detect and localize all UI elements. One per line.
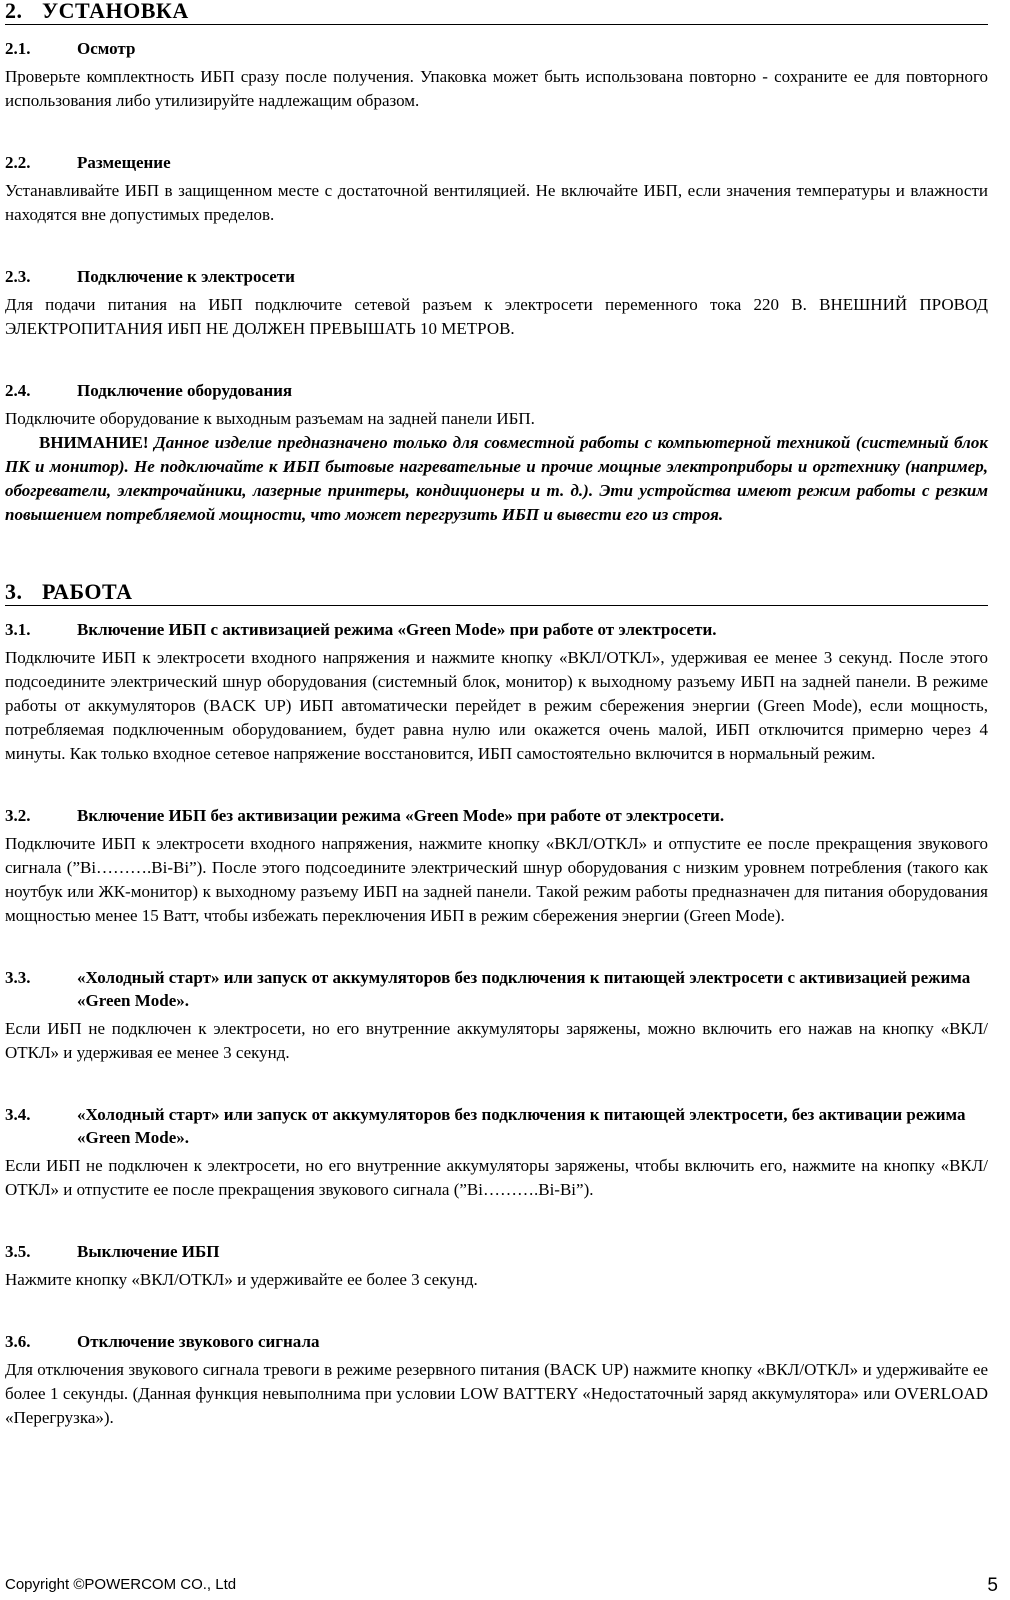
footer-copyright: Copyright ©POWERCOM CO., Ltd (5, 1576, 237, 1593)
paragraph-3-2: Подключите ИБП к электросети входного напряжения, нажмите кнопку «ВКЛ/ОТКЛ» и отпустите ее после прекращения звукового сигнала (”Bi……….Bi-Bi”). После этого подсоедините электрический шнур оборудования с низким уровнем потребления (такого как ноутбук или ЖК-монитор) к выходному разъему ИБП на задней панели. Такой режим работы предназначен для питания оборудования мощностью менее 15 Ватт, чтобы избежать переключения ИБП в режим сбережения энергии (Green Mode). (5, 834, 988, 925)
subsection-title: Подключение оборудования (77, 381, 293, 400)
paragraph-3-3: Если ИБП не подключен к электросети, но его внутренние аккумуляторы заряжены, можно включить его нажав на кнопку «ВКЛ/ОТКЛ» и удерживая ее менее 3 секунд. (5, 1019, 988, 1062)
subsection-3-3-heading (5, 966, 988, 1012)
section-2-heading (5, 0, 988, 25)
subsection-2-2-heading (5, 151, 988, 174)
paragraph-2-3: Для подачи питания на ИБП подключите сетевой разъем к электросети переменного тока 220 В. ВНЕШНИЙ ПРОВОД ЭЛЕКТРОПИТАНИЯ ИБП НЕ ДОЛЖЕН ПРЕВЫШАТЬ 10 МЕТРОВ. (5, 295, 988, 338)
subsection-number: 2.2. (5, 153, 31, 172)
subsection-2-3-heading (5, 265, 988, 288)
subsection-3-1-heading (5, 618, 988, 641)
subsection-number: 3.1. (5, 620, 31, 639)
subsection-number: 3.3. (5, 968, 31, 987)
subsection-title: Осмотр (77, 39, 136, 58)
subsection-number: 3.5. (5, 1242, 31, 1261)
subsection-2-4-heading (5, 379, 988, 402)
subsection-title: Включение ИБП без активизации режима «Green Mode» при работе от электросети. (77, 806, 725, 825)
subsection-3-5-heading (5, 1240, 988, 1263)
warning-text: Данное изделие предназначено только для совместной работы с компьютерной техникой (системный блок ПК и монитор). Не подключайте к ИБП бытовые нагревательные и прочие мощные электроприборы и оргтехнику (например, обогреватели, электрочайники, лазерные принтеры, кондиционеры и т. д.). Эти устройства имеют режим работы с резким повышением потребляемой мощности, что может перегрузить ИБП и вывести его из строя. (5, 433, 988, 524)
subsection-number: 2.1. (5, 39, 31, 58)
paragraph-2-1: Проверьте комплектность ИБП сразу после получения. Упаковка может быть использована повторно - сохраните ее для повторного использования либо утилизируйте надлежащим образом. (5, 67, 988, 110)
subsection-title: «Холодный старт» или запуск от аккумуляторов без подключения к питающей электросети, без активации режима «Green Mode». (77, 1105, 966, 1147)
section-title: РАБОТА (42, 579, 133, 604)
subsection-3-4-heading (5, 1103, 988, 1149)
subsection-title: Выключение ИБП (77, 1242, 220, 1261)
subsection-number: 3.4. (5, 1105, 31, 1124)
section-number: 3. (5, 579, 23, 604)
subsection-number: 3.6. (5, 1332, 31, 1351)
paragraph-2-4: Подключите оборудование к выходным разъемам на задней панели ИБП. (5, 409, 535, 428)
subsection-title: Отключение звукового сигнала (77, 1332, 320, 1351)
subsection-title: «Холодный старт» или запуск от аккумуляторов без подключения к питающей электросети с активизацией режима «Green Mode». (77, 968, 971, 1010)
document-page (5, 0, 988, 1430)
subsection-2-1-heading (5, 37, 988, 60)
section-3-heading (5, 581, 988, 606)
section-number: 2. (5, 0, 23, 23)
paragraph-2-2: Устанавливайте ИБП в защищенном месте с достаточной вентиляцией. Не включайте ИБП, если значения температуры и влажности находятся вне допустимых пределов. (5, 181, 988, 224)
subsection-number: 3.2. (5, 806, 31, 825)
paragraph-3-1: Подключите ИБП к электросети входного напряжения и нажмите кнопку «ВКЛ/ОТКЛ», удерживая ее менее 3 секунд. После этого подсоедините электрический шнур оборудования (системный блок, монитор) к выходному разъему ИБП на задней панели. В режиме работы от аккумуляторов (BACK UP) ИБП автоматически перейдет в режим сбережения энергии (Green Mode), если мощность, потребляемая подключенным оборудованием, будет равна нулю или окажется очень малой, ИБП отключится примерно через 4 минуты. Как только входное сетевое напряжение восстановится, ИБП самостоятельно включится в нормальный режим. (5, 648, 988, 763)
subsection-3-6-heading (5, 1330, 988, 1353)
subsection-title: Включение ИБП с активизацией режима «Green Mode» при работе от электросети. (77, 620, 717, 639)
paragraph-3-6: Для отключения звукового сигнала тревоги в режиме резервного питания (BACK UP) нажмите кнопку «ВКЛ/ОТКЛ» и удерживайте ее более 1 секунды. (Данная функция невыполнима при условии LOW BATTERY «Недостаточный заряд аккумулятора» или OVERLOAD «Перегрузка»). (5, 1360, 988, 1427)
subsection-title: Подключение к электросети (77, 267, 295, 286)
paragraph-3-5: Нажмите кнопку «ВКЛ/ОТКЛ» и удерживайте ее более 3 секунд. (5, 1270, 478, 1289)
subsection-number: 2.3. (5, 267, 31, 286)
warning-lead: ВНИМАНИЕ! (39, 433, 149, 452)
subsection-number: 2.4. (5, 381, 31, 400)
paragraph-3-4: Если ИБП не подключен к электросети, но его внутренние аккумуляторы заряжены, чтобы включить его, нажмите на кнопку «ВКЛ/ОТКЛ» и отпустите ее после прекращения звукового сигнала (”Bi……….Bi-Bi”). (5, 1156, 988, 1199)
subsection-title: Размещение (77, 153, 171, 172)
page-number: 5 (987, 1575, 998, 1596)
subsection-3-2-heading (5, 804, 988, 827)
section-title: УСТАНОВКА (42, 0, 189, 23)
warning-paragraph (5, 431, 988, 527)
